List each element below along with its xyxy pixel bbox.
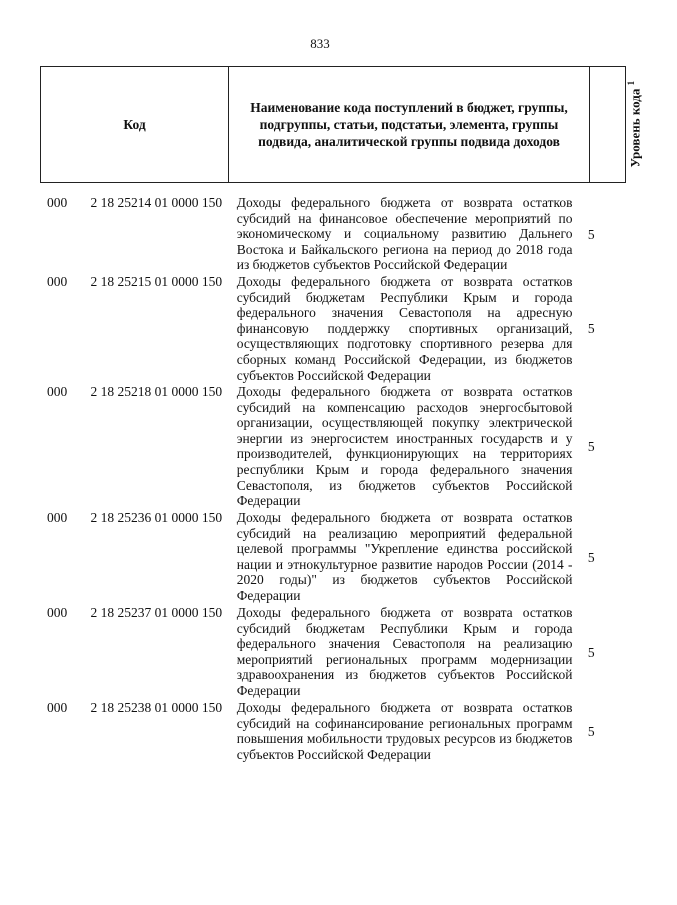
row-level: 5 — [587, 724, 595, 739]
table-row — [40, 384, 610, 510]
header-name: Наименование кода поступлений в бюджет, группы, подгруппы, статьи, подстатьи, элемента, группы подвида, аналитической группы подвида доходов — [229, 67, 590, 183]
table-header — [40, 66, 643, 183]
row-name: Доходы федерального бюджета от возврата остатков субсидий бюджетам Республики Крым и города федерального значения Севастополя на реализацию мероприятий региональных программ модернизации здравоохранения из бюджетов субъектов Российской Федерации — [236, 605, 573, 698]
row-name: Доходы федерального бюджета от возврата остатков субсидий на компенсацию расходов энергосбытовой организации, осуществляющей покупку электрической энергии из энергосистем иностранных государств и у производителей, функционирующих на территориях республики Крым и города федерального значения Севастополя, из бюджетов субъектов Российской Федерации — [236, 384, 573, 509]
row-code: 2 18 25214 01 0000 150 — [90, 195, 223, 210]
row-code: 2 18 25218 01 0000 150 — [90, 384, 223, 399]
row-level: 5 — [587, 321, 595, 336]
row-name: Доходы федерального бюджета от возврата остатков субсидий на софинансирование региональных программ повышения мобильности трудовых ресурсов из бюджетов субъектов Российской Федерации — [236, 700, 573, 762]
row-prefix: 000 — [47, 195, 68, 210]
table-row — [40, 605, 610, 700]
row-prefix: 000 — [47, 605, 68, 620]
row-prefix: 000 — [47, 510, 68, 525]
header-level — [590, 67, 643, 183]
header-code: Код — [41, 67, 229, 183]
row-code: 2 18 25215 01 0000 150 — [90, 274, 223, 289]
row-name: Доходы федерального бюджета от возврата остатков субсидий на реализацию мероприятий федеральной целевой программы "Укрепление единства российской нации и этнокультурное развитие народов России (2014 - 2020 годы)" из бюджетов субъектов Российской Федерации — [236, 510, 573, 603]
page-number: 833 — [310, 36, 330, 51]
table-row — [40, 510, 610, 605]
row-code: 2 18 25238 01 0000 150 — [90, 700, 223, 715]
row-name: Доходы федерального бюджета от возврата остатков субсидий на финансовое обеспечение мероприятий по экономическому и социальному развитию Дальнего Востока и Байкальского региона на период до 2018 года из бюджетов субъектов Российской Федерации — [236, 195, 573, 273]
row-level: 5 — [587, 549, 595, 565]
table-body — [40, 195, 610, 764]
table-row — [40, 274, 610, 384]
header-level-footnote: 1 — [626, 81, 637, 86]
table-row — [40, 700, 610, 764]
row-prefix: 000 — [47, 700, 68, 715]
row-prefix: 000 — [47, 274, 68, 289]
row-name: Доходы федерального бюджета от возврата остатков субсидий бюджетам Республики Крым и города федерального значения Севастополя на адресную финансовую поддержку спортивных организаций, осуществляющих подготовку спортивного резерва для сборных команд Российской Федерации, из бюджетов субъектов Российской Федерации — [236, 274, 573, 383]
row-prefix: 000 — [47, 384, 68, 399]
header-level-label: Уровень кода — [627, 88, 643, 168]
row-level: 5 — [587, 644, 595, 660]
table-row — [40, 195, 610, 274]
row-level: 5 — [587, 226, 595, 242]
row-level: 5 — [587, 439, 595, 454]
row-code: 2 18 25236 01 0000 150 — [90, 510, 223, 525]
row-code: 2 18 25237 01 0000 150 — [90, 605, 223, 620]
